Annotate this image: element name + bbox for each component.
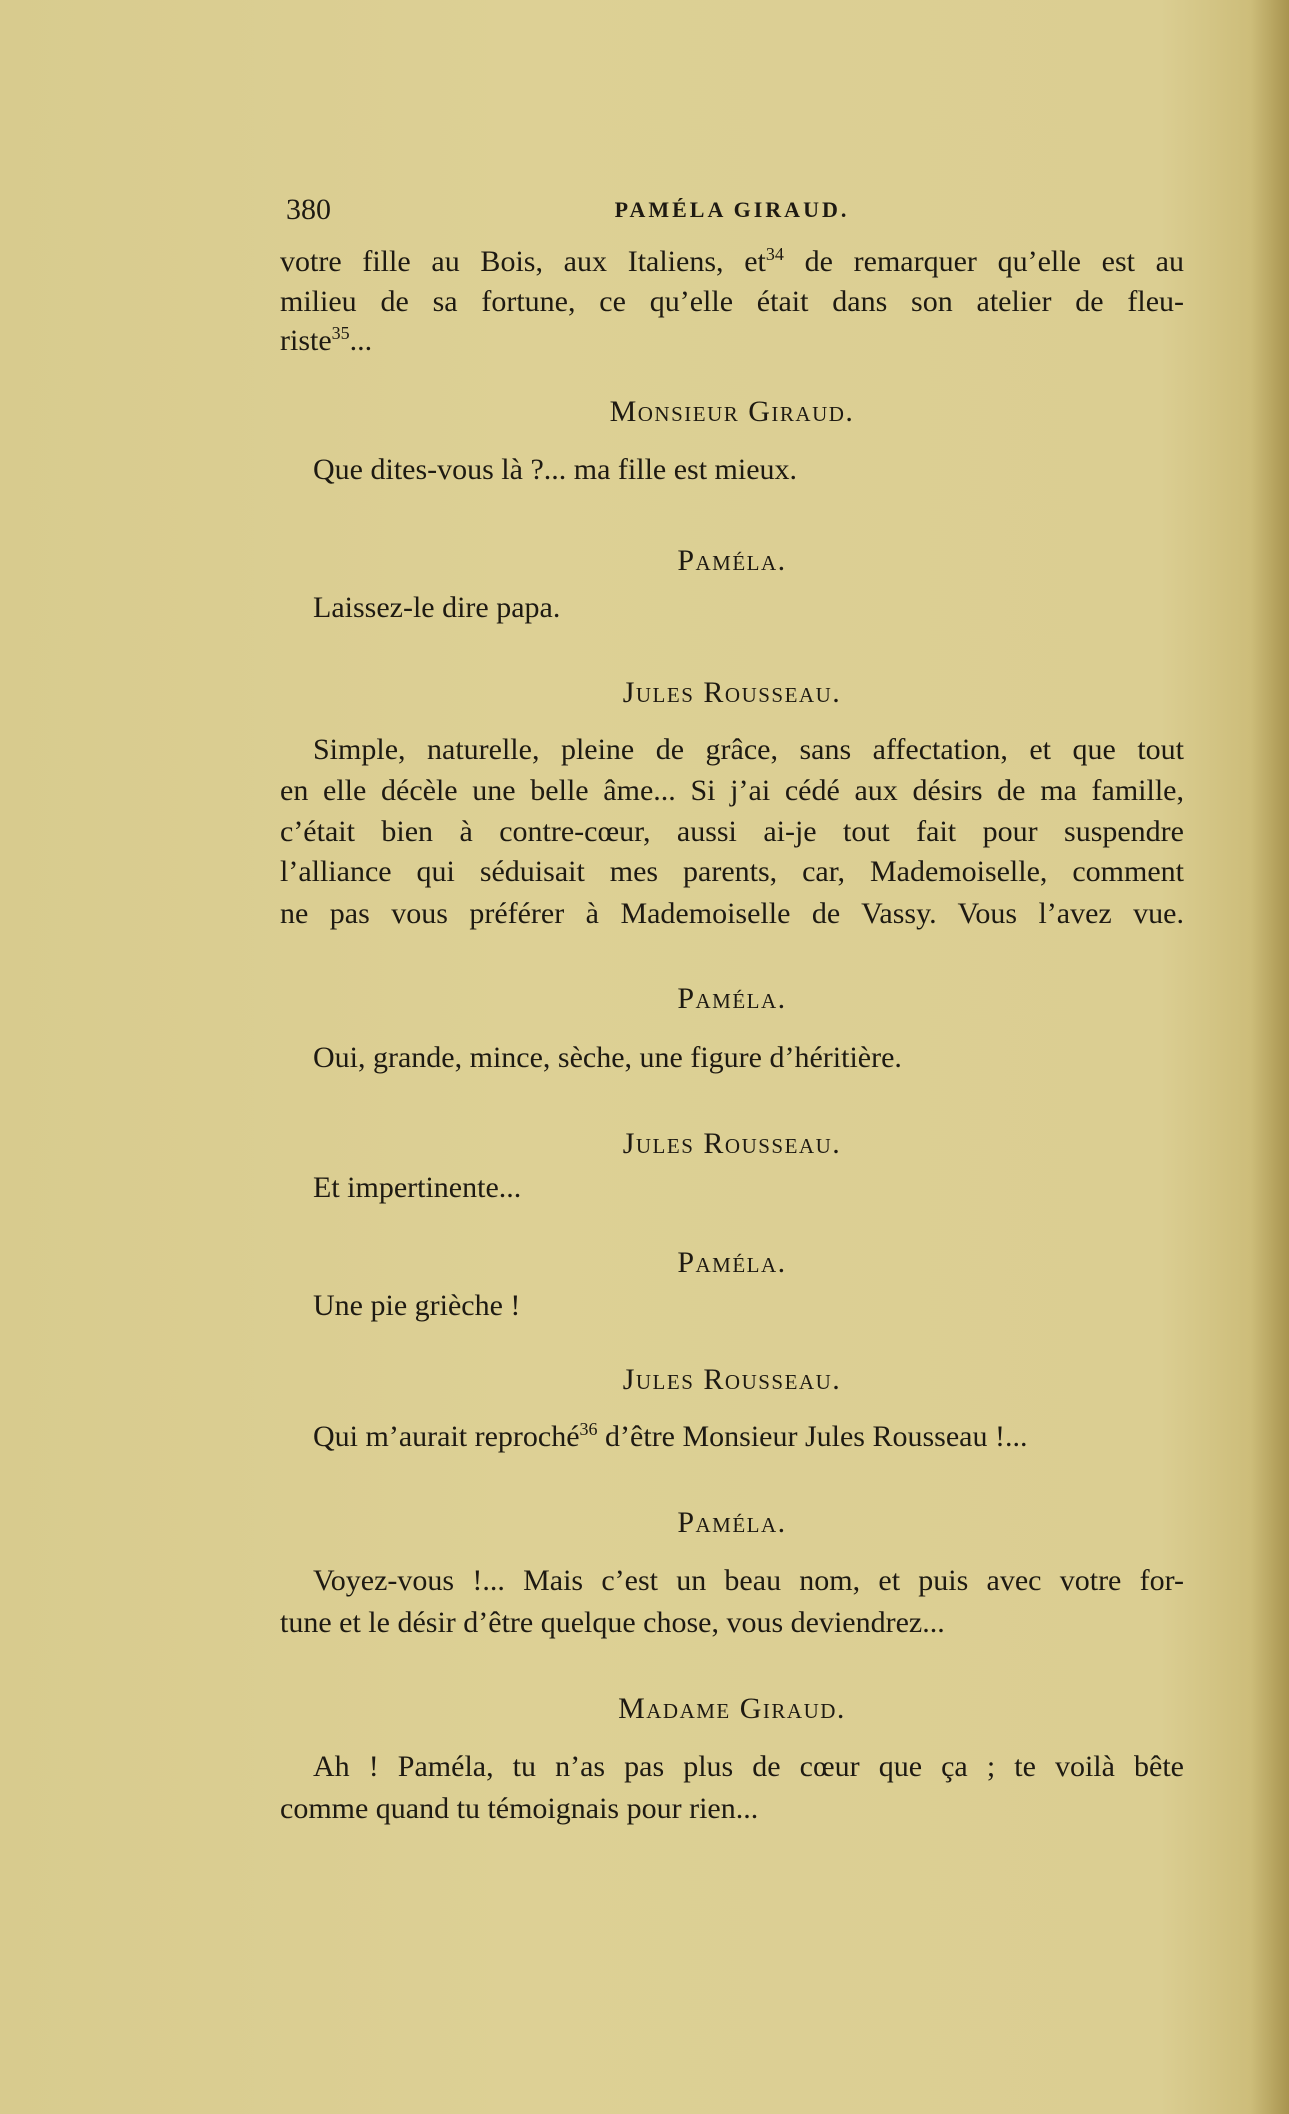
text-line: Voyez-vous !... Mais c’est un beau nom, et puis avec votre for-: [313, 1564, 1184, 1597]
text: de remarquer qu’elle est au: [783, 245, 1184, 278]
speaker-name: Paméla.: [677, 1246, 787, 1279]
page-number: 380: [286, 193, 331, 226]
footnote-ref: 34: [765, 244, 784, 264]
speaker-name: Monsieur Giraud.: [609, 395, 855, 428]
text-line: Une pie grièche !: [313, 1289, 521, 1322]
text-line: tune et le désir d’être quelque chose, vous deviendrez...: [280, 1606, 945, 1639]
speaker-name: Paméla.: [677, 982, 787, 1015]
text-line: Simple, naturelle, pleine de grâce, sans affectation, et que tout: [313, 733, 1184, 766]
text-line: [280, 321, 1184, 361]
speaker-name: Paméla.: [677, 544, 787, 577]
text: votre fille au Bois, aux Italiens, et: [280, 245, 766, 278]
text-line: milieu de sa fortune, ce qu’elle était dans son atelier de fleu-: [280, 285, 1184, 318]
speaker-name: Paméla.: [677, 1506, 787, 1539]
running-header: [280, 190, 1184, 230]
text-line: Oui, grande, mince, sèche, une figure d’héritière.: [313, 1041, 902, 1074]
footnote-ref: 35: [331, 323, 350, 343]
speaker-name: Madame Giraud.: [618, 1692, 846, 1725]
text-line: comme quand tu témoignais pour rien...: [280, 1792, 759, 1825]
text-line: [280, 242, 1184, 282]
text-line: Et impertinente...: [313, 1171, 522, 1204]
text-line: Laissez-le dire papa.: [313, 591, 561, 624]
text-line: l’alliance qui séduisait mes parents, car, Mademoiselle, comment: [280, 855, 1184, 888]
footnote-ref: 36: [579, 1419, 598, 1439]
text: Qui m’aurait reproché: [313, 1420, 580, 1453]
running-title: PAMÉLA GIRAUD.: [614, 197, 850, 222]
text-line: Que dites-vous là ?... ma fille est mieux.: [313, 453, 798, 486]
speaker-name: Jules Rousseau.: [622, 676, 842, 709]
speaker-name: Jules Rousseau.: [622, 1363, 842, 1396]
text: ...: [349, 324, 373, 357]
speaker-name: Jules Rousseau.: [622, 1127, 842, 1160]
text-line: c’était bien à contre-cœur, aussi ai-je tout fait pour suspendre: [280, 815, 1184, 848]
text: d’être Monsieur Jules Rousseau !...: [597, 1420, 1028, 1453]
text: riste: [280, 324, 332, 357]
text-line: Ah ! Paméla, tu n’as pas plus de cœur que ça ; te voilà bête: [313, 1750, 1184, 1783]
text-line: ne pas vous préférer à Mademoiselle de Vassy. Vous l’avez vue.: [280, 897, 1184, 930]
text-line: [313, 1417, 1184, 1457]
text-line: en elle décèle une belle âme... Si j’ai cédé aux désirs de ma famille,: [280, 774, 1184, 807]
